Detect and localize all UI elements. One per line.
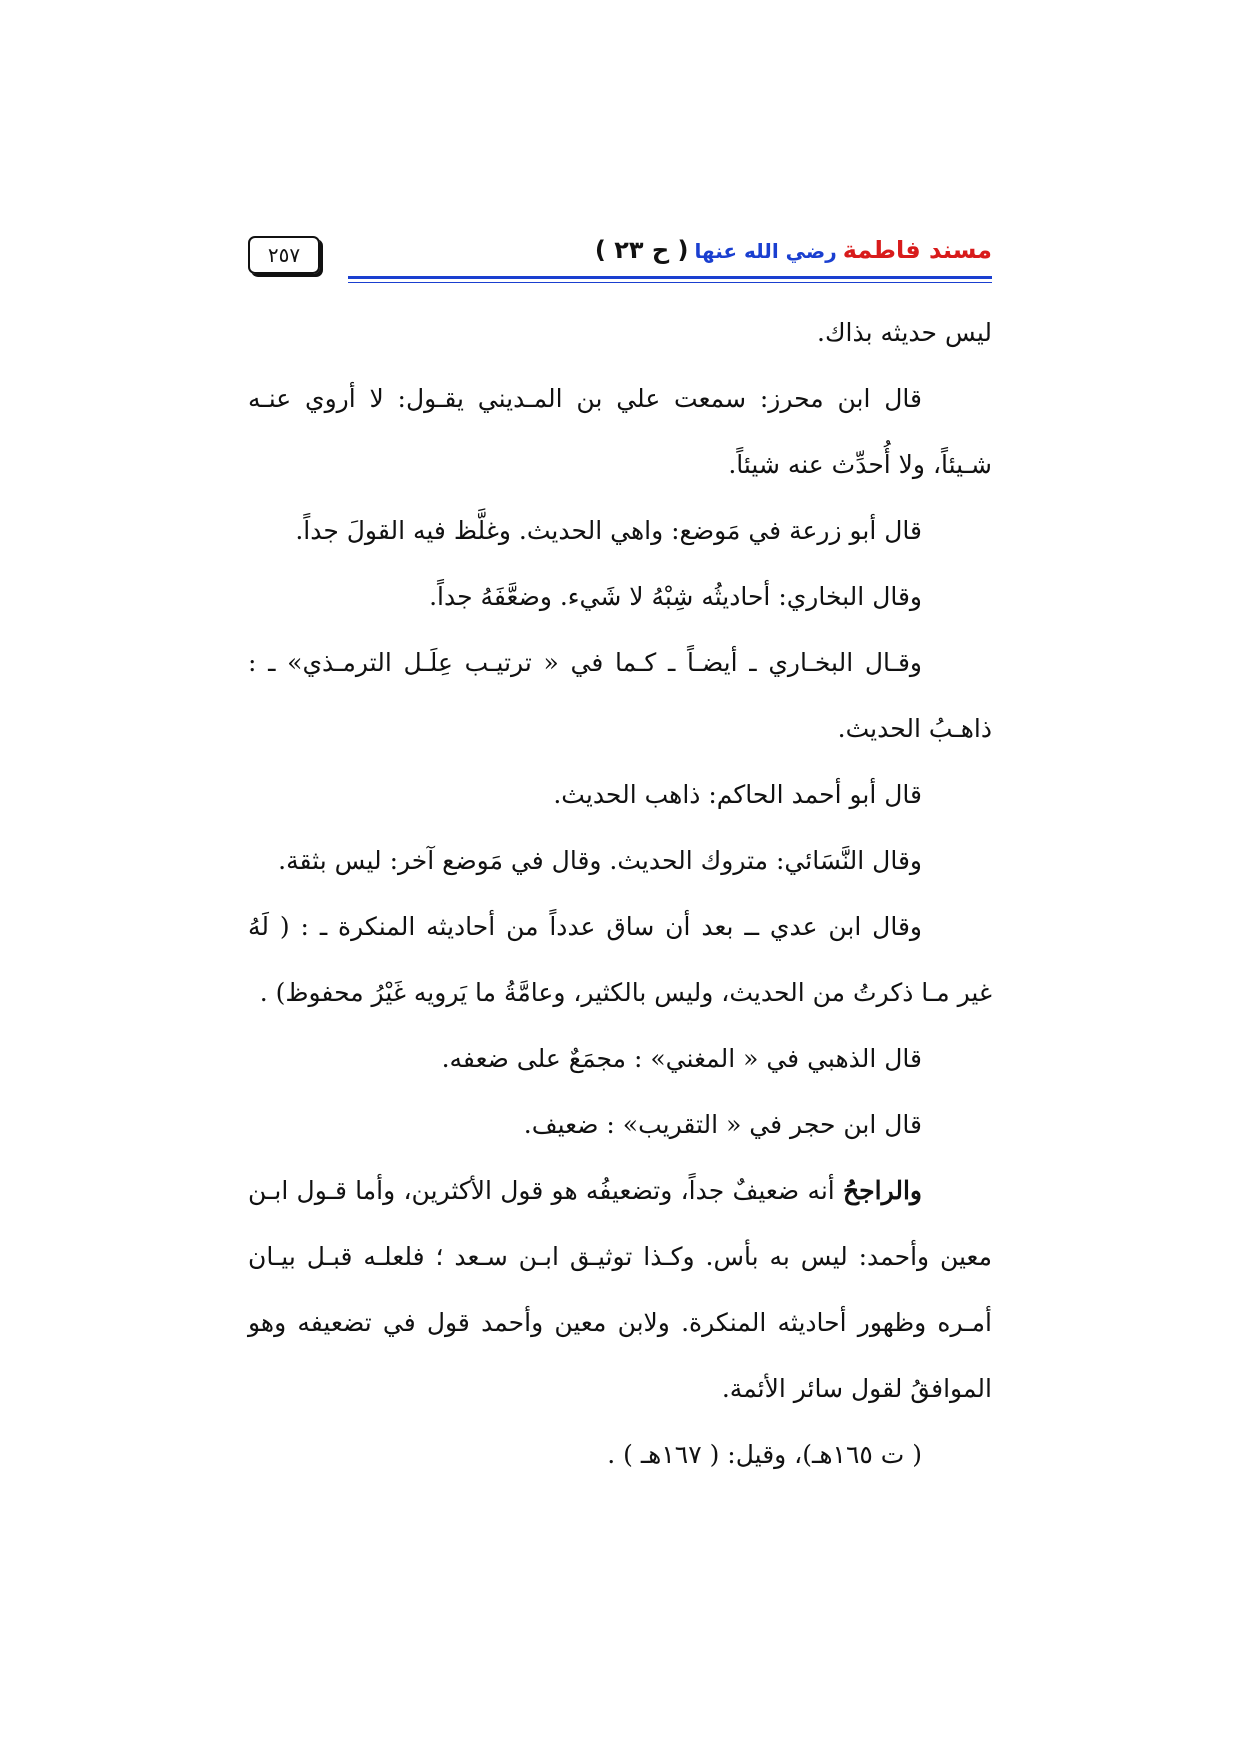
paragraph: ليس حديثه بذاك. (817, 318, 992, 347)
paragraph: قال أبو زرعة في مَوضع: واهي الحديث. وغلَّظ فيه القولَ جداً. (295, 516, 922, 545)
paragraph: وقال النَّسَائي: متروك الحديث. وقال في مَوضع آخر: ليس بثقة. (278, 846, 922, 875)
page-number: ٢٥٧ (267, 243, 301, 267)
paragraph (248, 1158, 992, 1422)
page-body (248, 300, 992, 1488)
paragraph: وقـال البخـاري ـ أيضـاً ـ كـما في « ترتيـب عِلَـل الترمـذي» ـ : ذاهـبُ الحديث. (248, 648, 992, 743)
paragraph: قال أبو أحمد الحاكم: ذاهب الحديث. (553, 780, 922, 809)
paragraph: قال ابن محرز: سمعت علي بن المـديني يقـول: لا أروي عنـه شـيئاً، ولا أُحدِّث عنه شيئاً. (248, 384, 992, 479)
paragraph: وقال ابن عدي ــ بعد أن ساق عدداً من أحاديثه المنكرة ـ : ( لَهُ غير مـا ذكرتُ من الحديث، وليس بالكثير، وعامَّةُ ما يَرويه غَيْرُ محفوظ) . (248, 912, 992, 1007)
paragraph: قال الذهبي في « المغني» : مجمَعٌ على ضعفه. (441, 1044, 922, 1073)
bold-term: والراجحُ (843, 1176, 922, 1205)
paragraph: وقال البخاري: أحاديثُه شِبْهُ لا شَيء. وضعَّفَهُ جداً. (429, 582, 922, 611)
book-title: مسند فاطمة (842, 236, 992, 264)
hadith-number: ( ح ٢٣ ) (594, 236, 689, 264)
page-number-box (248, 236, 320, 274)
paragraph-text: أنه ضعيفٌ جداً، وتضعيفُه هو قول الأكثرين، وأما قـول ابـن معين وأحمد: ليس به بأس. وكـذا توثيـق ابـن سـعد ؛ فلعلـه قبـل بيـان أمـره وظهور أحاديثه المنكرة. ولابن معين وأحمد قول في تضعيفه وهو الموافقُ لقول سائر الأئمة. (248, 1176, 992, 1403)
paragraph: ( ت ١٦٥هـ)، وقيل: ( ١٦٧هـ ) . (607, 1440, 922, 1469)
page-header (248, 226, 992, 286)
header-rule (348, 276, 992, 279)
honorific-calligraphy: رضي الله عنها (694, 239, 837, 263)
running-title (595, 236, 992, 264)
header-rule-thin (348, 282, 992, 283)
paragraph: قال ابن حجر في « التقريب» : ضعيف. (523, 1110, 922, 1139)
